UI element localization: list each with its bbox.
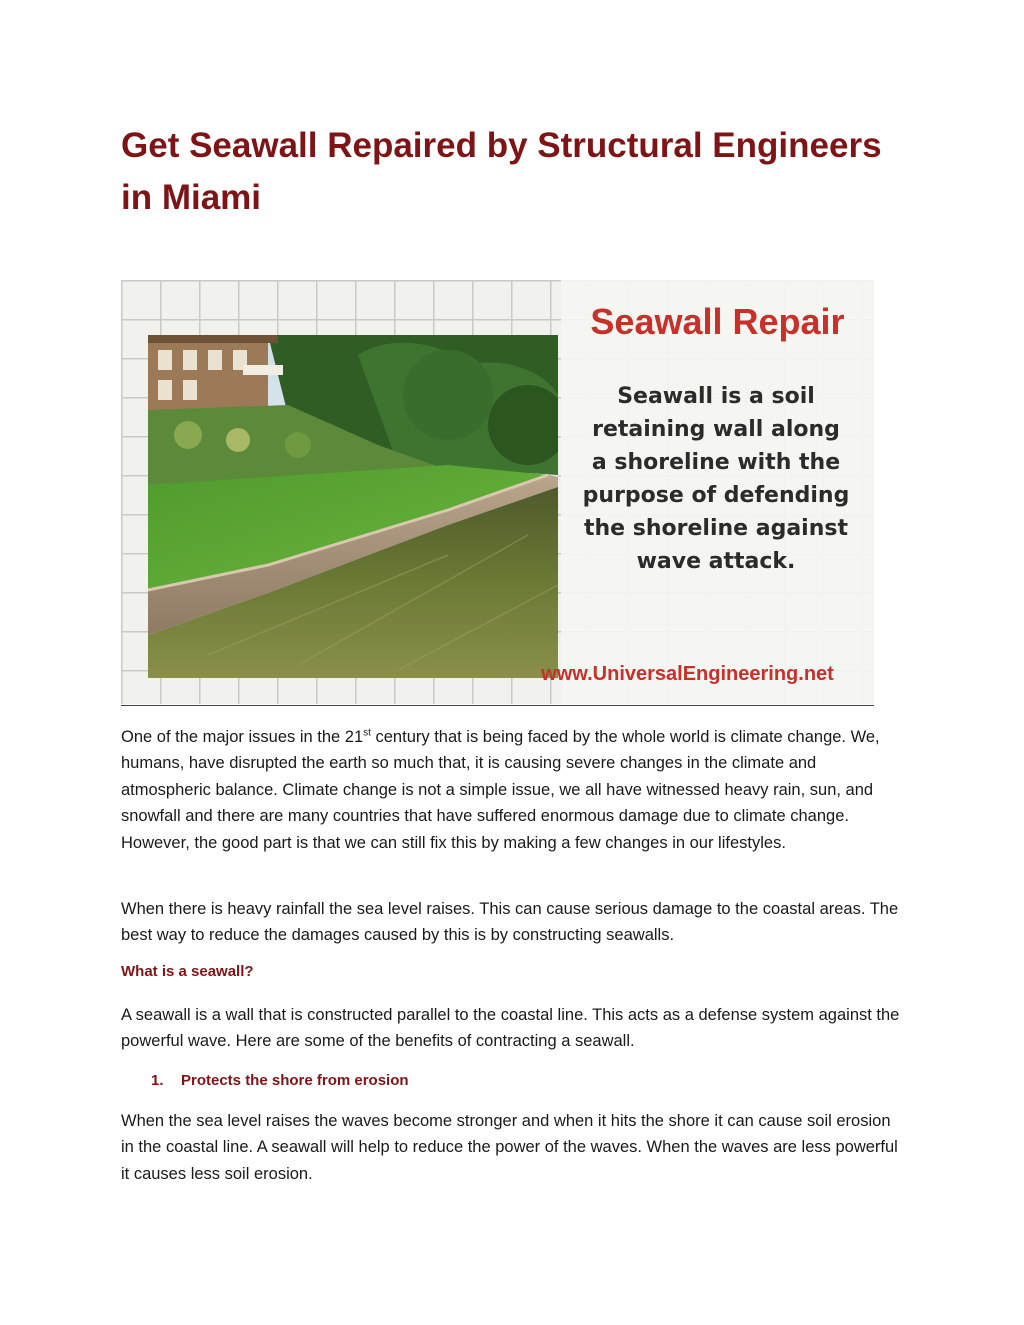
paragraph-text: One of the major issues in the 21 <box>121 728 364 746</box>
list-item <box>151 1068 409 1094</box>
image-bottom-rule <box>121 705 874 706</box>
list-item-text: Protects the shore from erosion <box>181 1072 409 1089</box>
paragraph-heavy-rainfall: When there is heavy rainfall the sea level raises. This can cause serious damage to the coastal areas. The best way to reduce the damages caused by this is by constructing seawalls. <box>121 900 899 945</box>
seawall-banner-image <box>121 280 874 704</box>
document-title: Get Seawall Repaired by Structural Engineers in Miami <box>121 126 882 217</box>
paragraph-erosion: When the sea level raises the waves become stronger and when it hits the shore it can cause soil erosion in the coastal line. A seawall will help to reduce the power of the waves. When the waves are less powerful it causes less soil erosion. <box>121 1112 898 1183</box>
paragraph-climate-change <box>121 724 901 856</box>
paragraph-seawall-definition: A seawall is a wall that is constructed parallel to the coastal line. This acts as a defense system against the powerful wave. Here are some of the benefits of contracting a seawall. <box>121 1006 900 1051</box>
paragraph-text: century that is being faced by the whole world is climate change. We, humans, have disrupted the earth so much that, it is causing severe changes in the climate and atmospheric balance. Climate change is not a simple issue, we all have witnessed heavy rain, sun, and snowfall and there are many countries that have suffered enormous damage due to climate change. However, the good part is that we can still fix this by making a few changes in our lifestyles. <box>121 728 880 852</box>
seawall-photo <box>148 335 558 678</box>
banner-description: Seawall is a soil retaining wall along a shoreline with the purpose of defending the shoreline against wave attack. <box>582 384 850 574</box>
subheading-what-is-seawall: What is a seawall? <box>121 963 254 980</box>
ordinal-suffix: st <box>363 727 371 739</box>
list-number: 1. <box>151 1072 164 1089</box>
banner-url: www.UniversalEngineering.net <box>541 663 834 685</box>
banner-heading: Seawall Repair <box>590 301 845 342</box>
